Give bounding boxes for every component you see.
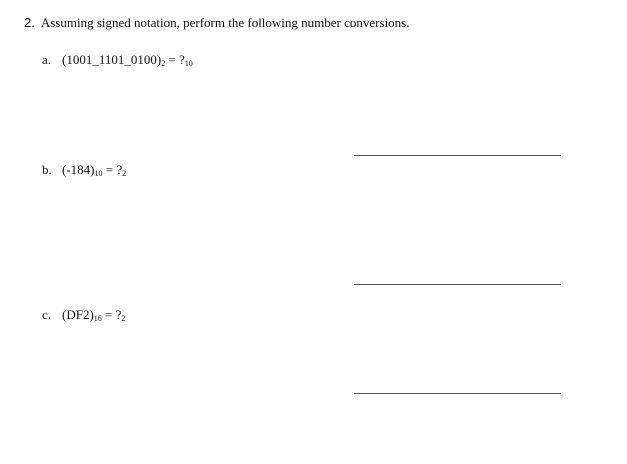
question-text: Assuming signed notation, perform the following number conversions.: [40, 15, 410, 30]
to-base: 2: [122, 169, 127, 178]
to-base: 10: [184, 59, 193, 68]
question-heading: [24, 15, 409, 31]
answer-line-b: [354, 284, 561, 285]
to-base: 2: [121, 314, 126, 323]
part-letter: c.: [42, 307, 52, 322]
part-letter: b.: [42, 162, 52, 177]
part-expression: (-184): [62, 162, 95, 177]
part-a: [42, 52, 193, 68]
part-equals: = ?: [165, 52, 185, 67]
part-expression: (DF2): [62, 307, 94, 322]
answer-line-a: [354, 155, 561, 156]
part-letter: a.: [42, 52, 52, 67]
question-number: 2.: [24, 15, 35, 30]
from-base: 10: [94, 169, 103, 178]
part-expression: (1001_1101_0100): [62, 52, 162, 67]
part-equals: = ?: [101, 307, 122, 322]
part-c: [42, 307, 125, 323]
part-equals: = ?: [102, 162, 123, 177]
part-b: [42, 162, 126, 178]
from-base: 16: [93, 314, 102, 323]
answer-line-c: [354, 393, 561, 394]
from-base: 2: [161, 59, 166, 68]
